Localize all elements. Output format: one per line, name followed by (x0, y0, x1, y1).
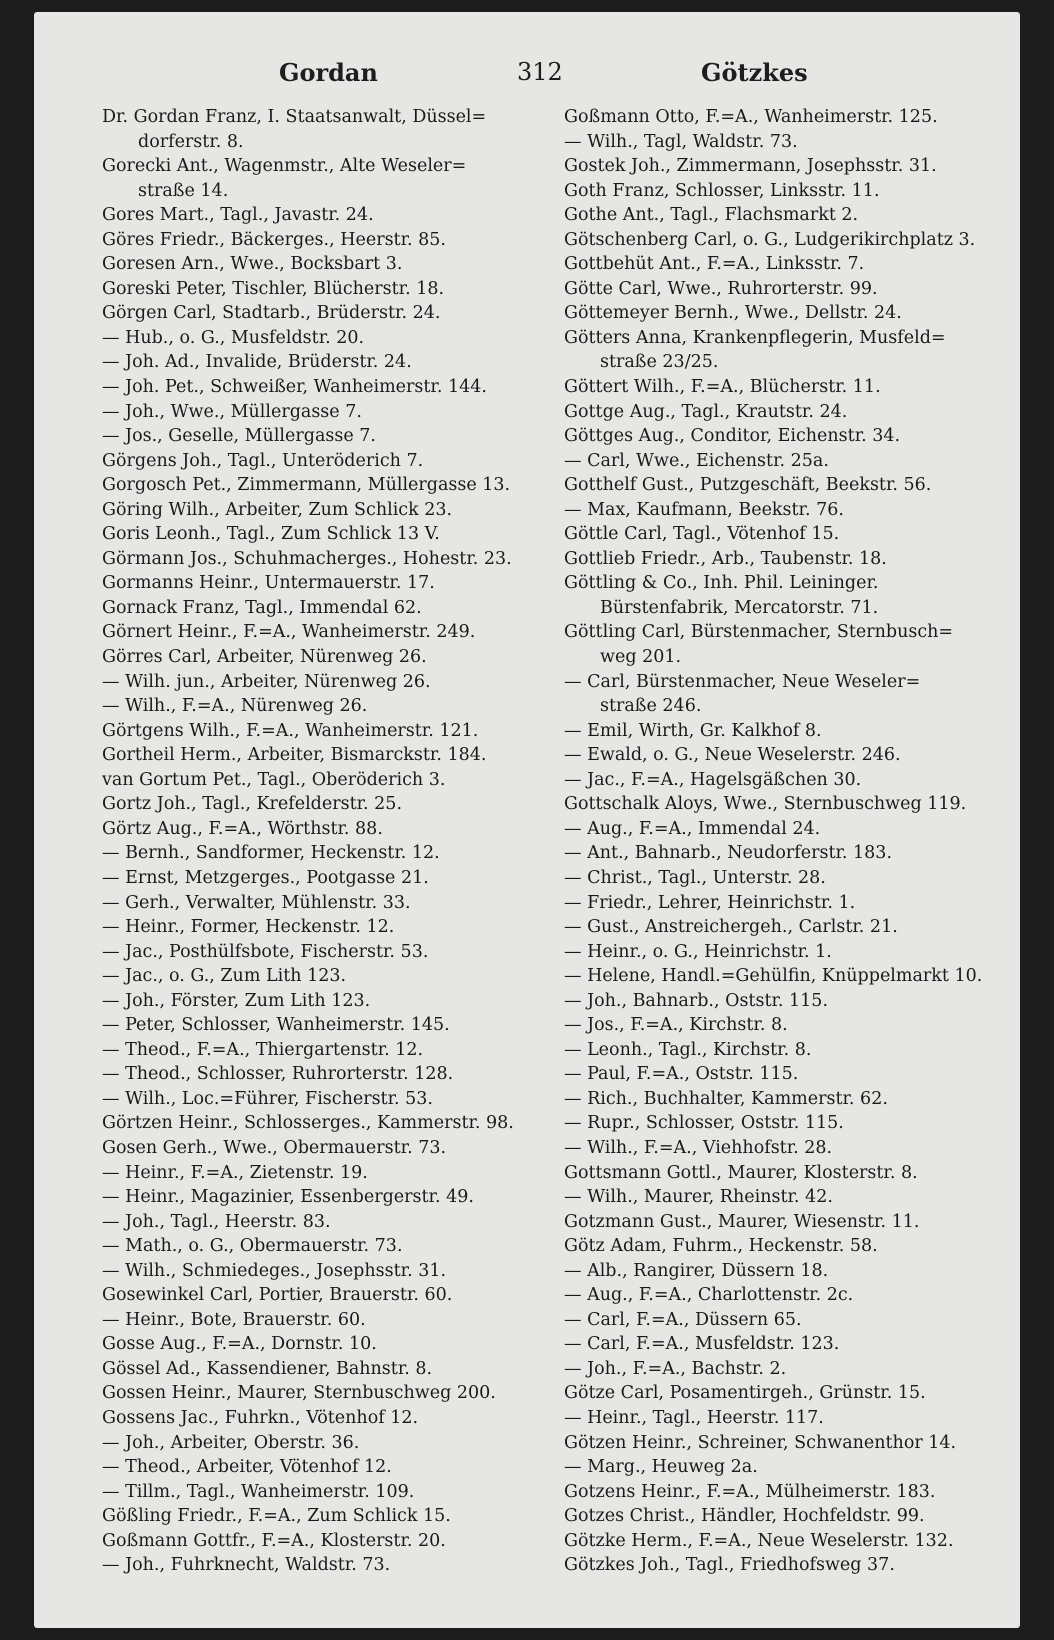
directory-entry-line: — Helene, Handl.=Gehülfin, Knüppelmarkt 10. (564, 966, 983, 987)
directory-entry-line: Gossens Jac., Fuhrkn., Vötenhof 12. (102, 1407, 419, 1428)
directory-entry-line: Gotzens Heinr., F.=A., Mülheimerstr. 183. (564, 1481, 936, 1502)
directory-entry-line: Götzkes Joh., Tagl., Friedhofsweg 37. (564, 1555, 895, 1576)
directory-entry-line: Goßmann Gottfr., F.=A., Klosterstr. 20. (102, 1530, 446, 1551)
directory-entry-line: Götz Adam, Fuhrm., Heckenstr. 58. (564, 1236, 878, 1257)
right-column (564, 105, 994, 1578)
directory-entry-line: Goth Franz, Schlosser, Linksstr. 11. (564, 180, 880, 201)
directory-entry-line: — Joh., Fuhrknecht, Waldstr. 73. (102, 1555, 391, 1576)
directory-entry-line: Gößling Friedr., F.=A., Zum Schlick 15. (102, 1506, 451, 1527)
directory-entry-line: Gosse Aug., F.=A., Dornstr. 10. (102, 1334, 377, 1355)
directory-entry-line: — Christ., Tagl., Unterstr. 28. (564, 867, 826, 888)
directory-entry-line: Gortz Joh., Tagl., Krefelderstr. 25. (102, 794, 403, 815)
page-number: 312 (517, 58, 563, 86)
directory-entry-line: Gotzes Christ., Händler, Hochfeldstr. 99. (564, 1506, 925, 1527)
directory-entry-line: — Gust., Anstreichergeh., Carlstr. 21. (564, 917, 898, 938)
directory-entry-line: Götters Anna, Krankenpflegerin, Musfeld= (564, 327, 946, 348)
directory-entry-line: van Gortum Pet., Tagl., Oberöderich 3. (102, 769, 446, 790)
directory-entry-line: Görtzen Heinr., Schlosserges., Kammerstr. 98. (102, 1113, 514, 1134)
directory-entry-line: — Wilh., Loc.=Führer, Fischerstr. 53. (102, 1088, 433, 1109)
directory-entry-line: — Ernst, Metzgerges., Pootgasse 21. (102, 867, 429, 888)
directory-entry-line: — Heinr., Former, Heckenstr. 12. (102, 917, 395, 938)
directory-entry-line: — Heinr., Tagl., Heerstr. 117. (564, 1407, 824, 1428)
directory-entry-line: — Heinr., o. G., Heinrichstr. 1. (564, 941, 832, 962)
directory-entry-line: Gottge Aug., Tagl., Krautstr. 24. (564, 401, 848, 422)
directory-entry-line: Görgens Joh., Tagl., Unteröderich 7. (102, 450, 424, 471)
directory-entry-line: Görmann Jos., Schuhmacherges., Hohestr. 23. (102, 548, 512, 569)
directory-entry-line: Göttemeyer Bernh., Wwe., Dellstr. 24. (564, 303, 902, 324)
directory-entry-line: — Aug., F.=A., Immendal 24. (564, 818, 821, 839)
directory-entry-line: — Hub., o. G., Musfeldstr. 20. (102, 327, 365, 348)
directory-entry-line: Gorecki Ant., Wagenmstr., Alte Weseler= (102, 156, 467, 177)
directory-entry-line: — Rich., Buchhalter, Kammerstr. 62. (564, 1088, 888, 1109)
directory-entry-line: Göring Wilh., Arbeiter, Zum Schlick 23. (102, 499, 453, 520)
directory-entry-line: weg 201. (600, 647, 682, 668)
directory-entry-line: Göttges Aug., Conditor, Eichenstr. 34. (564, 426, 901, 447)
directory-entry-line: — Bernh., Sandformer, Heckenstr. 12. (102, 843, 440, 864)
directory-entry-line: — Joh., Tagl., Heerstr. 83. (102, 1211, 331, 1232)
directory-entry-line: Göttling Carl, Bürstenmacher, Sternbusch= (564, 622, 954, 643)
directory-entry-line: Bürstenfabrik, Mercatorstr. 71. (600, 597, 879, 618)
header-last-name: Götzkes (701, 58, 808, 87)
directory-entry-line: Goreski Peter, Tischler, Blücherstr. 18. (102, 278, 445, 299)
directory-entry-line: Götze Carl, Posamentirgeh., Grünstr. 15. (564, 1383, 926, 1404)
directory-entry-line: — Emil, Wirth, Gr. Kalkhof 8. (564, 720, 822, 741)
directory-entry-line: — Joh., Wwe., Müllergasse 7. (102, 401, 362, 422)
directory-entry-line: Goßmann Otto, F.=A., Wanheimerstr. 125. (564, 107, 938, 127)
directory-entry-line: — Wilh., Tagl, Waldstr. 73. (564, 131, 798, 152)
directory-entry-line: Götzen Heinr., Schreiner, Schwanenthor 14. (564, 1432, 957, 1453)
directory-entry-line: Götte Carl, Wwe., Ruhrorterstr. 99. (564, 278, 878, 299)
directory-entry-line: — Theod., F.=A., Thiergartenstr. 12. (102, 1039, 424, 1060)
page-header (34, 50, 1020, 90)
directory-entry-line: Gottlieb Friedr., Arb., Taubenstr. 18. (564, 548, 887, 569)
directory-entry-line: Gorgosch Pet., Zimmermann, Müllergasse 13. (102, 475, 511, 496)
directory-entry-line: — Heinr., Bote, Brauerstr. 60. (102, 1309, 366, 1330)
directory-entry-line: Görgen Carl, Stadtarb., Brüderstr. 24. (102, 303, 441, 324)
directory-entry-line: — Peter, Schlosser, Wanheimerstr. 145. (102, 1015, 450, 1036)
directory-entry-line: Görnert Heinr., F.=A., Wanheimerstr. 249. (102, 622, 476, 643)
directory-entry-line: — Carl, Bürstenmacher, Neue Weseler= (564, 671, 921, 692)
directory-entry-line: Göttling & Co., Inh. Phil. Leininger. (564, 573, 879, 594)
directory-entry-line: straße 246. (600, 696, 702, 717)
directory-entry-line: Goris Leonh., Tagl., Zum Schlick 13 V. (102, 524, 440, 545)
directory-entry-line: Göres Friedr., Bäckerges., Heerstr. 85. (102, 229, 446, 250)
directory-entry-line: — Joh., Förster, Zum Lith 123. (102, 990, 371, 1011)
directory-entry-line: — Carl, F.=A., Düssern 65. (564, 1309, 802, 1330)
directory-entry-line: — Joh., F.=A., Bachstr. 2. (564, 1358, 787, 1379)
directory-entry-line: Götschenberg Carl, o. G., Ludgerikirchplatz 3. (564, 229, 976, 250)
directory-entry-line: Gottschalk Aloys, Wwe., Sternbuschweg 119. (564, 794, 967, 815)
directory-entry-line: — Wilh., F.=A., Nürenweg 26. (102, 696, 368, 717)
directory-entry-line: — Jac., F.=A., Hagelsgäßchen 30. (564, 769, 862, 790)
directory-entry-line: — Paul, F.=A., Oststr. 115. (564, 1064, 799, 1085)
directory-entry-line: — Aug., F.=A., Charlottenstr. 2c. (564, 1285, 854, 1306)
directory-entry-line: — Heinr., F.=A., Zietenstr. 19. (102, 1162, 368, 1183)
directory-entry-line: Dr. Gordan Franz, I. Staatsanwalt, Düssel= (102, 107, 487, 127)
directory-entry-line: Gossen Heinr., Maurer, Sternbuschweg 200. (102, 1383, 496, 1404)
directory-entry-line: Görres Carl, Arbeiter, Nürenweg 26. (102, 647, 427, 668)
directory-entry-line: — Friedr., Lehrer, Heinrichstr. 1. (564, 892, 856, 913)
directory-entry-line: — Theod., Arbeiter, Vötenhof 12. (102, 1457, 392, 1478)
directory-entry-line: — Jac., Posthülfsbote, Fischerstr. 53. (102, 941, 429, 962)
directory-entry-line: — Joh. Pet., Schweißer, Wanheimerstr. 144. (102, 377, 487, 398)
directory-entry-line: straße 14. (138, 180, 229, 201)
directory-entry-line: — Ewald, o. G., Neue Weselerstr. 246. (564, 745, 901, 766)
directory-entry-line: straße 23/25. (600, 352, 719, 373)
directory-entry-line: — Wilh., F.=A., Viehhofstr. 28. (564, 1137, 833, 1158)
directory-entry-line: — Jac., o. G., Zum Lith 123. (102, 966, 347, 987)
directory-entry-line: — Wilh. jun., Arbeiter, Nürenweg 26. (102, 671, 431, 692)
directory-entry-line: Gortheil Herm., Arbeiter, Bismarckstr. 184. (102, 745, 487, 766)
directory-entry-line: Gosewinkel Carl, Portier, Brauerstr. 60. (102, 1285, 453, 1306)
directory-entry-line: Gosen Gerh., Wwe., Obermauerstr. 73. (102, 1137, 447, 1158)
directory-entry-line: Görtgens Wilh., F.=A., Wanheimerstr. 121. (102, 720, 479, 741)
directory-entry-line: dorferstr. 8. (138, 131, 244, 152)
directory-entry-line: Gothe Ant., Tagl., Flachsmarkt 2. (564, 205, 859, 226)
directory-entry-line: Goresen Arn., Wwe., Bocksbart 3. (102, 254, 403, 275)
directory-entry-line: — Heinr., Magazinier, Essenbergerstr. 49. (102, 1187, 474, 1208)
directory-entry-line: Gormanns Heinr., Untermauerstr. 17. (102, 573, 435, 594)
directory-entry-line: — Jos., Geselle, Müllergasse 7. (102, 426, 376, 447)
directory-entry-line: Görtz Aug., F.=A., Wörthstr. 88. (102, 818, 383, 839)
directory-entry-line: — Carl, Wwe., Eichenstr. 25a. (564, 450, 829, 471)
directory-entry-line: Götzke Herm., F.=A., Neue Weselerstr. 132. (564, 1530, 954, 1551)
directory-entry-line: — Jos., F.=A., Kirchstr. 8. (564, 1015, 788, 1036)
directory-entry-line: Göttert Wilh., F.=A., Blücherstr. 11. (564, 377, 881, 398)
directory-entry-line: — Alb., Rangirer, Düssern 18. (564, 1260, 829, 1281)
directory-entry-line: — Marg., Heuweg 2a. (564, 1457, 758, 1478)
directory-entry-line: — Wilh., Maurer, Rheinstr. 42. (564, 1187, 833, 1208)
directory-entry-line: — Theod., Schlosser, Ruhrorterstr. 128. (102, 1064, 454, 1085)
directory-entry-line: Gottbehüt Ant., F.=A., Linksstr. 7. (564, 254, 865, 275)
directory-entry-line: — Max, Kaufmann, Beekstr. 76. (564, 499, 844, 520)
left-column (102, 105, 532, 1578)
directory-entry-line: — Tillm., Tagl., Wanheimerstr. 109. (102, 1481, 415, 1502)
directory-entry-line: Gostek Joh., Zimmermann, Josephsstr. 31. (564, 156, 937, 177)
directory-entry-line: Gotthelf Gust., Putzgeschäft, Beekstr. 56. (564, 475, 932, 496)
directory-entry-line: — Wilh., Schmiedeges., Josephsstr. 31. (102, 1260, 447, 1281)
directory-page (34, 12, 1020, 1628)
directory-entry-line: — Joh. Ad., Invalide, Brüderstr. 24. (102, 352, 412, 373)
directory-entry-line: Gotzmann Gust., Maurer, Wiesenstr. 11. (564, 1211, 920, 1232)
directory-entry-line: Göttle Carl, Tagl., Vötenhof 15. (564, 524, 840, 545)
directory-entry-line: Gottsmann Gottl., Maurer, Klosterstr. 8. (564, 1162, 918, 1183)
header-first-name: Gordan (279, 58, 378, 87)
directory-entry-line: — Ant., Bahnarb., Neudorferstr. 183. (564, 843, 893, 864)
directory-entry-line: — Rupr., Schlosser, Oststr. 115. (564, 1113, 844, 1134)
directory-entry-line: — Gerh., Verwalter, Mühlenstr. 33. (102, 892, 411, 913)
directory-entry-line: — Joh., Arbeiter, Oberstr. 36. (102, 1432, 360, 1453)
directory-entry-line: — Math., o. G., Obermauerstr. 73. (102, 1236, 403, 1257)
directory-entry-line: — Carl, F.=A., Musfeldstr. 123. (564, 1334, 840, 1355)
directory-entry-line: — Joh., Bahnarb., Oststr. 115. (564, 990, 829, 1011)
directory-entry-line: Gornack Franz, Tagl., Immendal 62. (102, 597, 422, 618)
directory-entry-line: — Leonh., Tagl., Kirchstr. 8. (564, 1039, 812, 1060)
directory-entry-line: Gössel Ad., Kassendiener, Bahnstr. 8. (102, 1358, 433, 1379)
directory-entry-line: Gores Mart., Tagl., Javastr. 24. (102, 205, 374, 226)
